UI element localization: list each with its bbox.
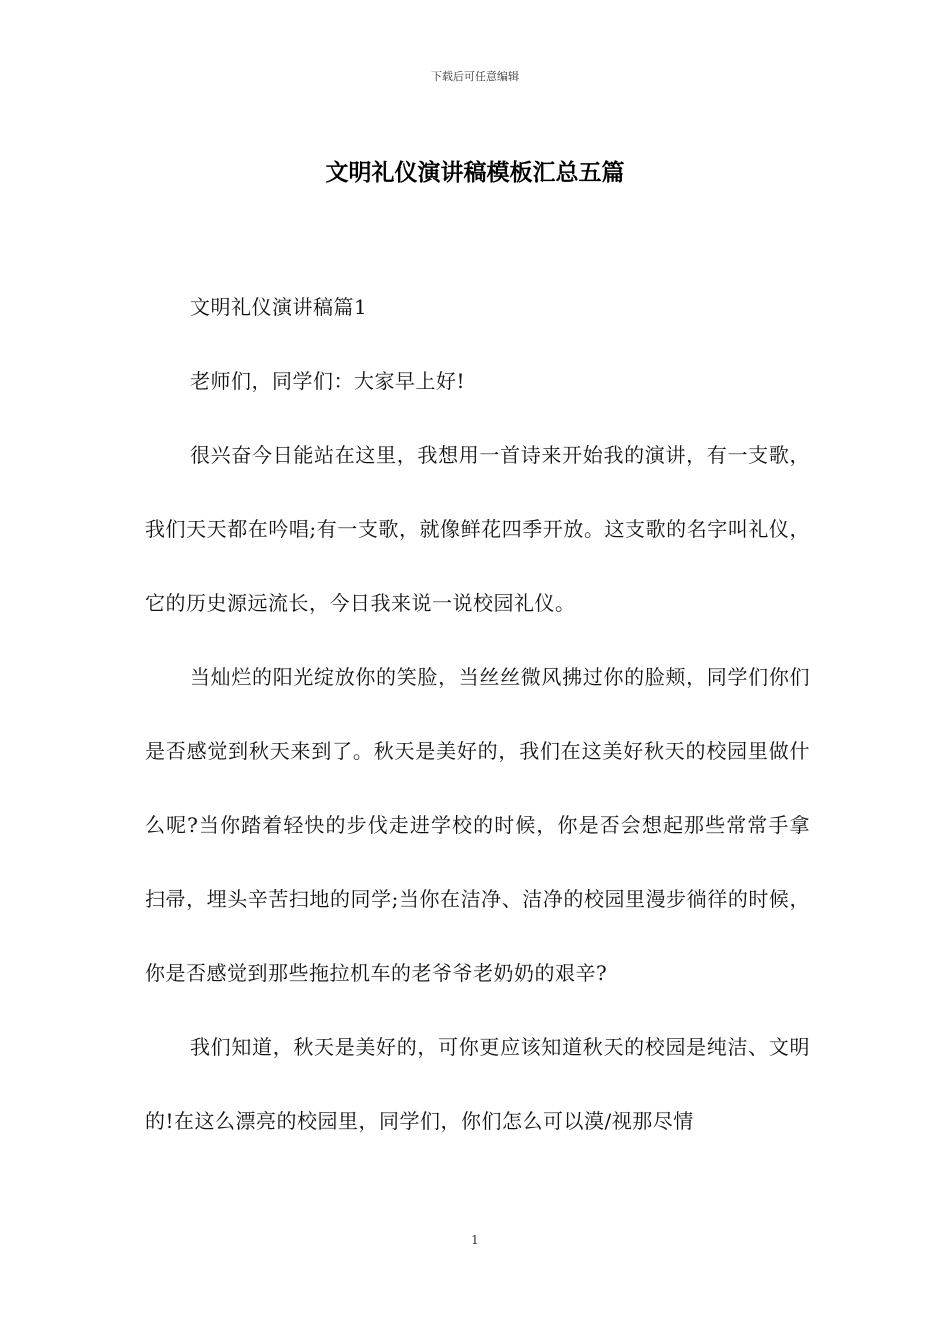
- page-number: 1: [471, 1233, 479, 1247]
- document-title: 文明礼仪演讲稿模板汇总五篇: [325, 159, 625, 186]
- document-body: [145, 270, 810, 1158]
- section-heading: 文明礼仪演讲稿篇1: [190, 295, 368, 319]
- page-header-note: 下载后可任意编辑: [431, 70, 519, 83]
- body-paragraph-3: 我们知道，秋天是美好的，可你更应该知道秋天的校园是纯洁、文明的!在这么漂亮的校园里，同学们，你们怎么可以漠/视那尽情: [145, 1035, 810, 1133]
- body-paragraph-1: 很兴奋今日能站在这里，我想用一首诗来开始我的演讲，有一支歌，我们天天都在吟唱;有一支歌，就像鲜花四季开放。这支歌的名字叫礼仪，它的历史源远流长，今日我来说一说校园礼仪。: [145, 443, 810, 615]
- body-paragraph-2: 当灿烂的阳光绽放你的笑脸，当丝丝微风拂过你的脸颊，同学们你们是否感觉到秋天来到了。秋天是美好的，我们在这美好秋天的校园里做什么呢?当你踏着轻快的步伐走进学校的时候，你是否会想起那些常常手拿扫帚，埋头辛苦扫地的同学;当你在洁净、洁净的校园里漫步徜徉的时候，你是否感觉到那些拖拉机车的老爷爷老奶奶的艰辛?: [145, 665, 810, 985]
- greeting-paragraph: 老师们，同学们：大家早上好!: [190, 369, 466, 393]
